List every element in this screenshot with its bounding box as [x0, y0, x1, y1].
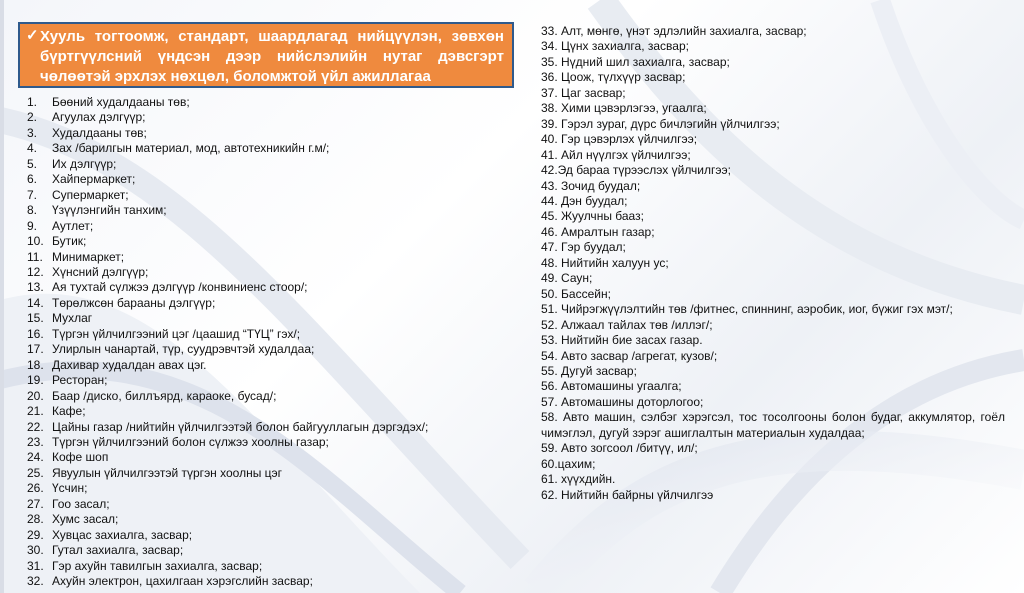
list-item: [27, 404, 428, 419]
item-text: Үсчин;: [52, 481, 88, 496]
item-text: Зах /барилгын материал, мод, автотехникийн г.м/;: [52, 141, 330, 156]
list-item: 62. Нийтийн байрны үйлчилгээ: [541, 487, 714, 502]
list-item: 39. Гэрэл зураг, дүрс бичлэгийн үйлчилгээ;: [541, 116, 780, 131]
list-item: [27, 543, 428, 558]
list-item: [27, 311, 428, 326]
list-item: 34. Цүнх захиалга, засвар;: [541, 39, 689, 54]
item-number: 19.: [27, 373, 44, 388]
item-text: Кафе;: [52, 404, 86, 419]
header-title: Хууль тогтоомж, стандарт, шаардлагад нийцүүлэн, зөвхөн бүртгүүлсний үндсэн дээр нийслэлийн нутаг дэвсгэрт чөлөөтэй эрхлэх нөхцөл, боломжтой үйл ажиллагаа: [40, 28, 504, 85]
item-number: 32.: [27, 574, 44, 589]
list-item: [27, 188, 428, 203]
item-number: 31.: [27, 558, 44, 573]
item-text: Дахивар худалдан авах цэг.: [52, 357, 207, 372]
item-text: Явуулын үйлчилгээтэй түргэн хоолны цэг: [52, 465, 283, 480]
list-item: 45. Жуулчны бааз;: [541, 209, 644, 224]
list-item: [27, 358, 428, 373]
item-number: 18.: [27, 357, 44, 372]
list-item: [27, 389, 428, 404]
item-number: 29.: [27, 527, 44, 542]
list-item: [27, 110, 428, 125]
list-item: [27, 296, 428, 311]
item-number: 27.: [27, 496, 44, 511]
list-item: [27, 481, 428, 496]
item-text: Агуулах дэлгүүр;: [52, 110, 146, 125]
item-number: 26.: [27, 481, 44, 496]
list-item: [27, 342, 428, 357]
item-text: Минимаркет;: [52, 249, 125, 264]
item-text: Супермаркет;: [52, 187, 129, 202]
item-text: Бөөний худалдааны төв;: [52, 95, 190, 109]
list-item: [27, 466, 428, 481]
list-item: 52. Алжаал тайлах төв /иллэг/;: [541, 317, 713, 332]
item-number: 3.: [27, 125, 38, 140]
item-number: 1.: [27, 95, 38, 109]
list-item: 49. Саун;: [541, 271, 593, 286]
item-number: 9.: [27, 218, 38, 233]
list-item: 40. Гэр цэвэрлэх үйлчилгээ;: [541, 132, 698, 147]
list-item: [27, 373, 428, 388]
item-number: 5.: [27, 156, 38, 171]
item-number: 24.: [27, 450, 44, 465]
check-icon: ✓: [26, 27, 39, 44]
list-item: [27, 95, 428, 110]
list-item: [27, 327, 428, 342]
header-banner: [18, 22, 514, 88]
item-text: Ая тухтай сүлжээ дэлгүүр /конвиниенс стоор/;: [52, 280, 308, 295]
list-item: [27, 157, 428, 172]
item-number: 10.: [27, 234, 44, 249]
list-item: [27, 250, 428, 265]
item-text: Кофе шоп: [52, 450, 109, 465]
item-number: 6.: [27, 172, 38, 187]
list-item: [27, 528, 428, 543]
item-number: 16.: [27, 326, 44, 341]
activity-list-left: [27, 95, 428, 590]
list-item: [27, 141, 428, 156]
list-item: 58. Авто машин, сэлбэг хэрэгсэл, тос тосолгооны болон будаг, аккумлятор, гоёл чимэглэл, дугуй зэрэг ашиглалтын материалын худалдаа;: [541, 410, 1005, 440]
item-number: 30.: [27, 543, 44, 558]
list-item: [27, 512, 428, 527]
list-item: [27, 280, 428, 295]
item-text: Улирлын чанартай, түр, суудрэвчтэй худалдаа;: [52, 342, 315, 357]
list-item: [27, 126, 428, 141]
item-text: Хайпермаркет;: [52, 172, 136, 187]
list-item: 38. Хими цэвэрлэгээ, угаалга;: [541, 101, 707, 116]
list-item: [27, 450, 428, 465]
item-text: Гэр ахуйн тавилгын захиалга, засвар;: [52, 558, 263, 573]
item-text: Баар /диско, биллъярд, караоке, бусад/;: [52, 388, 277, 403]
item-text: Их дэлгүүр;: [52, 156, 117, 171]
list-item: 36. Цоож, түлхүүр засвар;: [541, 70, 686, 85]
list-item: [27, 497, 428, 512]
item-text: Үзүүлэнгийн танхим;: [52, 203, 167, 218]
item-number: 4.: [27, 141, 38, 156]
item-number: 22.: [27, 419, 44, 434]
activity-list-right: [541, 24, 1005, 503]
item-text: Түргэн үйлчилгээний болон сүлжээ хоолны газар;: [52, 434, 329, 449]
item-number: 14.: [27, 295, 44, 310]
list-item: [27, 559, 428, 574]
item-number: 2.: [27, 110, 38, 125]
list-item: 37. Цаг засвар;: [541, 85, 626, 100]
item-text: Мухлаг: [52, 311, 93, 326]
item-number: 13.: [27, 280, 44, 295]
list-item: 51. Чийрэгжүүлэлтийн төв /фитнес, спиннинг, аэробик, иог, бүжиг гэх мэт/;: [541, 302, 953, 317]
item-text: Хувцас захиалга, засвар;: [52, 527, 193, 542]
item-number: 20.: [27, 388, 44, 403]
list-item: 56. Автомашины угаалга;: [541, 379, 682, 394]
item-number: 21.: [27, 404, 44, 419]
list-item: [27, 172, 428, 187]
list-item: [27, 234, 428, 249]
item-number: 15.: [27, 311, 44, 326]
item-number: 12.: [27, 264, 44, 279]
item-text: Гутал захиалга, засвар;: [52, 543, 184, 558]
item-text: Төрөлжсөн барааны дэлгүүр;: [52, 295, 216, 310]
list-item: [27, 574, 428, 589]
item-text: Түргэн үйлчилгээний цэг /цаашид “ТҮЦ” гэх/;: [52, 326, 301, 341]
list-item: 47. Гэр буудал;: [541, 240, 626, 255]
list-item: 33. Алт, мөнгө, үнэт эдлэлийн захиалга, засвар;: [541, 24, 807, 38]
list-item: 42.Эд бараа түрээслэх үйлчилгээ;: [541, 163, 731, 178]
item-text: Гоо засал;: [52, 496, 110, 511]
list-item: 46. Амралтын газар;: [541, 224, 655, 239]
list-item: [27, 435, 428, 450]
list-item: 53. Нийтийн бие засах газар.: [541, 333, 703, 348]
list-item: 55. Дугуй засвар;: [541, 363, 637, 378]
item-text: Худалдааны төв;: [52, 125, 147, 140]
item-text: Ахуйн электрон, цахилгаан хэрэгслийн засвар;: [52, 574, 313, 589]
list-item: 57. Автомашины доторлогоо;: [541, 394, 704, 409]
item-number: 11.: [27, 249, 43, 264]
item-text: Бутик;: [52, 234, 87, 249]
item-number: 17.: [27, 342, 44, 357]
list-item: 48. Нийтийн халуун ус;: [541, 255, 669, 270]
item-number: 7.: [27, 187, 38, 202]
slide-edge: [0, 0, 4, 593]
item-number: 25.: [27, 465, 44, 480]
list-item: 54. Авто засвар /агрегат, кузов/;: [541, 348, 718, 363]
item-number: 23.: [27, 434, 44, 449]
list-item: 60.цахим;: [541, 456, 596, 471]
list-item: 35. Нүдний шил захиалга, засвар;: [541, 54, 730, 69]
list-item: [27, 420, 428, 435]
list-item: 61. хүүхдийн.: [541, 472, 616, 487]
list-item: [27, 219, 428, 234]
item-number: 8.: [27, 203, 38, 218]
list-item: 43. Зочид буудал;: [541, 178, 641, 193]
list-item: 59. Авто зогсоол /битүү, ил/;: [541, 441, 698, 456]
item-text: Ресторан;: [52, 373, 108, 388]
list-item: [27, 265, 428, 280]
list-item: 44. Дэн буудал;: [541, 193, 628, 208]
item-text: Аутлет;: [52, 218, 94, 233]
item-text: Хумс засал;: [52, 512, 119, 527]
list-item: 41. Айл нүүлгэх үйлчилгээ;: [541, 147, 691, 162]
list-item: [27, 203, 428, 218]
item-text: Цайны газар /нийтийн үйлчилгээтэй болон байгууллагын дэргэдэх/;: [52, 419, 429, 434]
list-item: 50. Бассейн;: [541, 286, 611, 301]
item-text: Хүнсний дэлгүүр;: [52, 264, 149, 279]
item-number: 28.: [27, 512, 44, 527]
